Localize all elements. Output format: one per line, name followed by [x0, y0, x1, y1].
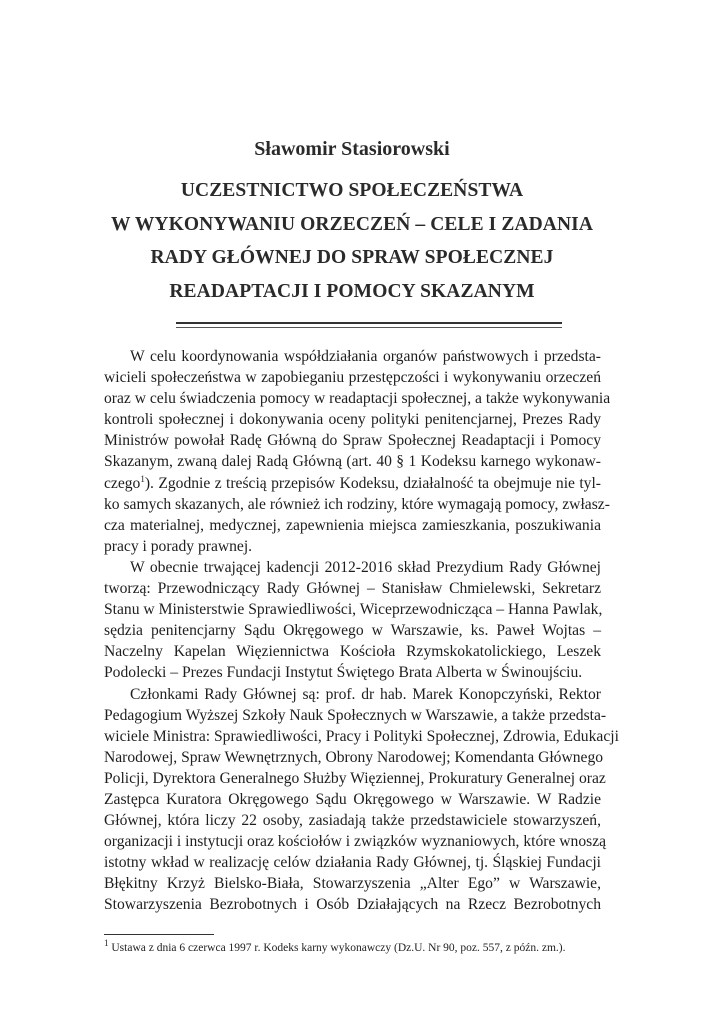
- body-line: organizacji i instytucji oraz kościołów i związków wyznaniowych, które wnoszą: [104, 833, 607, 851]
- body-line: Ministrów powołał Radę Główną do Spraw Społecznej Readaptacji i Pomocy: [104, 432, 601, 450]
- body-line: Policji, Dyrektora Generalnego Służby Więziennej, Prokuratury Generalnej oraz: [104, 769, 606, 787]
- footnote-number: 1: [104, 938, 109, 949]
- body-line: cza materialnej, medycznej, zapewnienia miejsca zamieszkania, poszukiwania: [104, 516, 601, 534]
- footnote-separator: [104, 934, 214, 935]
- title-line: RADY GŁÓWNEJ DO SPRAW SPOŁECZNEJ: [150, 247, 554, 268]
- body-line: W celu koordynowania współdziałania organów państwowych i przedsta-: [130, 348, 601, 365]
- body-line: Członkami Rady Głównej są: prof. dr hab. Marek Konopczyński, Rektor: [130, 685, 601, 703]
- body-line: sędzia penitencjarny Sądu Okręgowego w Warszawie, ks. Paweł Wojtas –: [104, 622, 601, 640]
- title-divider-thick: [176, 322, 562, 324]
- body-line: Pedagogium Wyższej Szkoły Nauk Społecznych w Warszawie, a także przedsta-: [104, 706, 607, 724]
- body-line: pracy i porady prawnej.: [104, 537, 253, 555]
- title-divider-thin: [176, 327, 562, 328]
- footnote: [104, 938, 624, 954]
- body-line: Skazanym, zwaną dalej Radą Główną (art. 40 § 1 Kodeksu karnego wykonaw-: [104, 453, 601, 471]
- title-line: UCZESTNICTWO SPOŁECZEŃSTWA: [180, 180, 524, 201]
- body-line: Stanu w Ministerstwie Sprawiedliwości, Wiceprzewodnicząca – Hanna Pawlak,: [104, 601, 603, 619]
- body-line: Podolecki – Prezes Fundacji Instytut Świętego Brata Alberta w Świnoujściu.: [104, 664, 583, 682]
- body-line: tworzą: Przewodniczący Rady Głównej – Stanisław Chmielewski, Sekretarz: [104, 580, 601, 598]
- body-line: Narodowej, Spraw Wewnętrznych, Obrony Narodowej; Komendanta Głównego: [104, 748, 604, 766]
- body-line: Naczelny Kapelan Więziennictwa Kościoła Rzymskokatolickiego, Leszek: [104, 643, 601, 661]
- article-body: [104, 346, 619, 916]
- article-title: [80, 174, 624, 308]
- body-line: oraz w celu świadczenia pomocy w readaptacji społecznej, a także wykonywania: [104, 390, 611, 408]
- footnote-text: Ustawa z dnia 6 czerwca 1997 r. Kodeks karny wykonawczy (Dz.U. Nr 90, poz. 557, z późn. zm.).: [108, 942, 566, 954]
- body-line: Zastępca Kuratora Okręgowego Sądu Okręgowego w Warszawie. W Radzie: [104, 790, 601, 808]
- title-line: W WYKONYWANIU ORZECZEŃ – CELE I ZADANIA: [110, 213, 594, 235]
- body-line: istotny wkład w realizację celów działania Rady Głównej, tj. Śląskiej Fundacji: [104, 854, 601, 872]
- title-line: READAPTACJI I POMOCY SKAZANYM: [169, 280, 535, 302]
- body-line: Głównej, która liczy 22 osoby, zasiadają także przedstawiciele stowarzyszeń,: [104, 812, 601, 830]
- body-line: wicieli społeczeństwa w zapobieganiu przestępczości i wykonywaniu orzeczeń: [104, 369, 601, 387]
- body-line-with-footnote: [104, 473, 601, 494]
- footnote-trail-text: ). Zgodnie z treścią przepisów Kodeksu, działalność ta obejmuje nie tyl-: [144, 474, 601, 492]
- footnote-reference[interactable]: 1: [140, 473, 145, 484]
- body-line: Stowarzyszenia Bezrobotnych i Osób Działających na Rzecz Bezrobotnych: [104, 896, 601, 914]
- body-line: Błękitny Krzyż Bielsko-Biała, Stowarzyszenia „Alter Ego” w Warszawie,: [104, 875, 601, 893]
- body-line: kontroli społecznej i dokonywania oceny polityki penitencjarnej, Prezes Rady: [104, 411, 601, 429]
- body-line: ko samych skazanych, ale również ich rodziny, które wymagają pomocy, zwłasz-: [104, 495, 610, 513]
- body-line: wiciele Ministra: Sprawiedliwości, Pracy i Polityki Społecznej, Zdrowia, Edukacji: [104, 727, 619, 745]
- footnote-lead-text: czego: [104, 474, 141, 492]
- author-name: Sławomir Stasiorowski: [254, 138, 450, 160]
- body-line: W obecnie trwającej kadencji 2012-2016 skład Prezydium Rady Głównej: [130, 558, 601, 576]
